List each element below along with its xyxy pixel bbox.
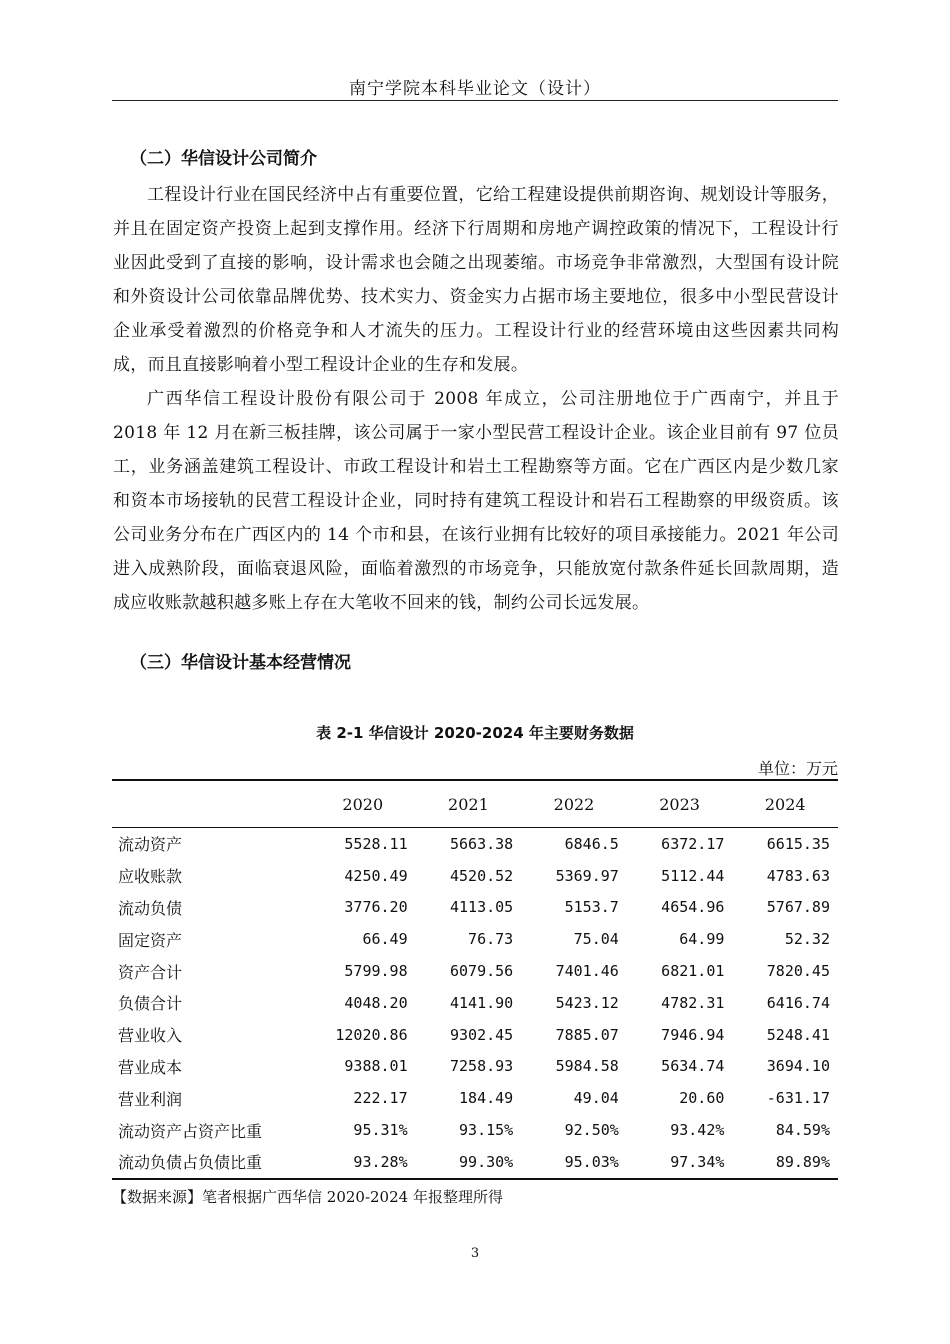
table-cell: -631.17 [766,1089,830,1108]
table-cell: 7258.93 [449,1057,514,1076]
row-label: 应收账款 [118,867,183,887]
table-row [112,860,838,892]
table-cell: 7820.45 [766,962,830,981]
table-cell: 3776.20 [344,898,408,917]
row-label: 负债合计 [118,994,183,1014]
table-cell: 20.60 [679,1089,725,1108]
table-cell: 5767.89 [766,898,830,917]
table-cell: 184.49 [459,1089,514,1108]
row-label: 资产合计 [118,962,183,982]
table-cell: 5153.7 [564,898,619,917]
section-heading-operations: （三）华信设计基本经营情况 [130,653,351,673]
paragraph-company: 广西华信工程设计股份有限公司于 2008 年成立，公司注册地位于广西南宁，并且于 2018 年 12 月在新三板挂牌，该公司属于一家小型民营工程设计企业。该企业目前有 97 位员工，业务涵盖建筑工程设计、市政工程设计和岩土工程勘察等方面。它在广西区内是少数几家和资本市场接轨的民营工程设计企业，同时持有建筑工程设计和岩石工程勘察的甲级资质。该公司业务分布在广西区内的 14 个市和县，在该行业拥有比较好的项目承接能力。2021 年公司进入成熟阶段，面临衰退风险，面临着激烈的市场竞争，只能放宽付款条件延长回款周期，造成应收账款越积越多账上存在大笔收不回来的钱，制约公司长远发展。 [113,389,839,613]
table-cell: 5634.74 [661,1057,725,1076]
table-cell: 4048.20 [344,993,408,1012]
table-cell: 4250.49 [344,866,408,885]
table-cell: 49.04 [573,1089,619,1108]
row-label: 流动资产占资产比重 [118,1121,263,1141]
table-row [112,987,838,1019]
table-cell: 5112.44 [661,866,725,885]
table-cell: 5528.11 [344,834,408,853]
table-cell: 92.50% [564,1121,619,1140]
year-header: 2022 [553,794,595,814]
table-cell: 76.73 [468,930,514,949]
row-label: 营业利润 [118,1089,183,1109]
table-cell: 7885.07 [555,1025,619,1044]
row-label: 营业成本 [118,1057,183,1077]
table-cell: 7946.94 [661,1025,725,1044]
table-cell: 4782.31 [661,993,725,1012]
table-cell: 5248.41 [766,1025,830,1044]
table-caption: 表 2-1 华信设计 2020-2024 年主要财务数据 [316,724,634,742]
table-cell: 95.31% [353,1121,408,1140]
table-cell: 12020.86 [335,1025,408,1044]
table-cell: 3694.10 [766,1057,830,1076]
table-cell: 6821.01 [661,962,725,981]
table-cell: 66.49 [362,930,408,949]
table-cell: 5369.97 [555,866,619,885]
financial-table [112,779,838,1180]
table-cell: 6079.56 [449,962,514,981]
paragraph-industry: 工程设计行业在国民经济中占有重要位置，它给工程建设提供前期咨询、规划设计等服务，并且在固定资产投资上起到支撑作用。经济下行周期和房地产调控政策的情况下，工程设计行业因此受到了直接的影响，设计需求也会随之出现萎缩。市场竞争非常激烈，大型国有设计院和外资设计公司依靠品牌优势、技术实力、资金实力占据市场主要地位，很多中小型民营设计企业承受着激烈的价格竞争和人才流失的压力。工程设计行业的经营环境由这些因素共同构成，而且直接影响着小型工程设计企业的生存和发展。 [113,185,839,375]
table-cell: 6372.17 [661,834,725,853]
table-cell: 4113.05 [449,898,514,917]
table-row [112,892,838,924]
table-cell: 4783.63 [766,866,830,885]
table-cell: 9388.01 [344,1057,408,1076]
table-cell: 5799.98 [344,962,408,981]
row-label: 流动负债 [118,898,183,918]
data-source-note: 【数据来源】笔者根据广西华信 2020-2024 年报整理所得 [112,1188,503,1206]
table-cell: 222.17 [353,1089,408,1108]
page-number: 3 [470,1246,480,1261]
table-cell: 95.03% [564,1152,619,1171]
table-cell: 6846.5 [564,834,619,853]
table-row [112,1051,838,1083]
table-cell: 52.32 [784,930,830,949]
table-row [112,828,838,860]
table-cell: 5663.38 [449,834,514,853]
section-heading-company-intro: （二）华信设计公司简介 [130,149,317,169]
table-row [112,1114,838,1146]
table-cell: 97.34% [670,1152,725,1171]
table-cell: 64.99 [679,930,725,949]
table-cell: 93.42% [670,1121,725,1140]
table-cell: 93.28% [353,1152,408,1171]
table-row [112,923,838,955]
table-cell: 4654.96 [661,898,725,917]
table-header-row [112,780,838,828]
table-cell: 9302.45 [449,1025,514,1044]
table-cell: 93.15% [459,1121,514,1140]
table-cell: 89.89% [775,1152,830,1171]
year-header: 2021 [448,794,489,814]
table-cell: 99.30% [459,1152,514,1171]
table-cell: 5423.12 [555,993,619,1012]
table-row [112,1019,838,1051]
table-cell: 6615.35 [766,834,830,853]
year-header: 2020 [342,794,384,814]
table-cell: 84.59% [775,1121,830,1140]
table-row [112,1082,838,1114]
table-cell: 5984.58 [555,1057,619,1076]
row-label: 营业收入 [118,1026,183,1046]
table-row [112,1146,838,1179]
table-cell: 75.04 [573,930,619,949]
year-header: 2023 [659,794,700,814]
table-cell: 4141.90 [449,993,514,1012]
table-cell: 6416.74 [766,993,830,1012]
header-blank [112,780,310,828]
header-rule [112,100,838,101]
year-header: 2024 [764,794,806,814]
table-row [112,955,838,987]
row-label: 固定资产 [118,930,183,950]
row-label: 流动负债占负债比重 [118,1153,263,1173]
table-cell: 7401.46 [555,962,619,981]
table-cell: 4520.52 [449,866,514,885]
row-label: 流动资产 [118,835,183,855]
running-header: 南宁学院本科毕业论文（设计） [349,79,601,99]
table-unit: 单位：万元 [757,759,838,778]
